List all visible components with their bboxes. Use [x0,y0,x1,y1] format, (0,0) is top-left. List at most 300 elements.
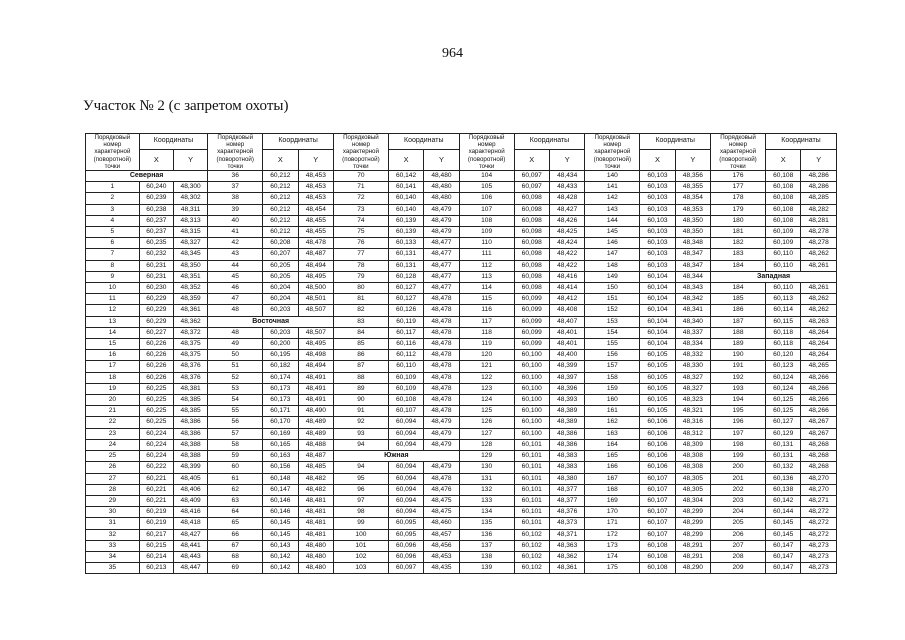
y-coordinate-cell: 48,407 [549,316,584,327]
y-coordinate-cell: 48,377 [549,484,584,495]
table-row [86,227,837,238]
point-number-cell: 144 [585,215,640,226]
point-number-cell: 13 [86,316,140,327]
x-coordinate-cell: 60,145 [263,529,298,540]
point-number-cell: 55 [208,406,263,417]
point-number-cell: 134 [459,507,514,518]
point-number-cell: 174 [585,551,640,562]
header-point-number: Порядковый номер характерной (поворотной) точки [711,134,766,171]
y-coordinate-cell: 48,480 [298,540,333,551]
y-coordinate-cell: 48,266 [801,372,837,383]
point-number-cell: 52 [208,372,263,383]
y-coordinate-cell: 48,477 [424,238,459,249]
x-coordinate-cell: 60,108 [765,215,800,226]
y-coordinate-cell: 48,498 [298,350,333,361]
y-coordinate-cell: 48,351 [174,271,208,282]
y-coordinate-cell: 48,341 [675,305,710,316]
y-coordinate-cell: 48,386 [549,428,584,439]
point-number-cell: 29 [86,495,140,506]
y-coordinate-cell: 48,479 [424,428,459,439]
y-coordinate-cell: 48,385 [174,395,208,406]
header-x: X [514,149,549,170]
y-coordinate-cell: 48,495 [298,271,333,282]
table-row [86,305,837,316]
table-row [86,428,837,439]
point-number-cell: 48 [208,327,263,338]
y-coordinate-cell: 48,393 [549,395,584,406]
point-number-cell: 50 [208,350,263,361]
y-coordinate-cell: 48,299 [675,507,710,518]
y-coordinate-cell: 48,350 [174,260,208,271]
point-number-cell: 140 [585,171,640,182]
y-coordinate-cell: 48,330 [675,361,710,372]
table-row [86,339,837,350]
table-row [86,484,837,495]
y-coordinate-cell: 48,353 [675,204,710,215]
y-coordinate-cell: 48,480 [298,563,333,574]
header-y: Y [424,149,459,170]
point-number-cell: 145 [585,227,640,238]
y-coordinate-cell: 48,261 [801,283,837,294]
point-number-cell: 96 [333,484,388,495]
x-coordinate-cell: 60,103 [640,238,675,249]
point-number-cell: 21 [86,406,140,417]
point-number-cell: 7 [86,249,140,260]
x-coordinate-cell: 60,138 [765,484,800,495]
x-coordinate-cell: 60,098 [514,283,549,294]
y-coordinate-cell: 48,441 [174,540,208,551]
x-coordinate-cell: 60,101 [514,495,549,506]
x-coordinate-cell: 60,104 [640,271,675,282]
y-coordinate-cell: 48,428 [549,193,584,204]
point-number-cell: 77 [333,249,388,260]
x-coordinate-cell: 60,105 [640,383,675,394]
point-number-cell: 92 [333,417,388,428]
point-number-cell: 57 [208,428,263,439]
x-coordinate-cell: 60,225 [139,395,173,406]
x-coordinate-cell: 60,100 [514,361,549,372]
x-coordinate-cell: 60,106 [640,428,675,439]
y-coordinate-cell: 48,383 [549,451,584,462]
x-coordinate-cell: 60,212 [263,215,298,226]
x-coordinate-cell: 60,098 [514,227,549,238]
x-coordinate-cell: 60,225 [139,417,173,428]
x-coordinate-cell: 60,098 [514,260,549,271]
y-coordinate-cell: 48,479 [424,227,459,238]
x-coordinate-cell: 60,204 [263,283,298,294]
x-coordinate-cell: 60,104 [640,305,675,316]
x-coordinate-cell: 60,219 [139,507,173,518]
table-row [86,327,837,338]
x-coordinate-cell: 60,098 [514,215,549,226]
point-number-cell: 14 [86,327,140,338]
x-coordinate-cell: 60,107 [640,495,675,506]
y-coordinate-cell: 48,386 [174,428,208,439]
point-number-cell: 161 [585,406,640,417]
header-x: X [263,149,298,170]
point-number-cell: 79 [333,271,388,282]
x-coordinate-cell: 60,102 [514,563,549,574]
point-number-cell: 138 [459,551,514,562]
x-coordinate-cell: 60,124 [765,372,800,383]
y-coordinate-cell: 48,291 [675,540,710,551]
point-number-cell: 148 [585,260,640,271]
x-coordinate-cell: 60,104 [640,327,675,338]
point-number-cell: 41 [208,227,263,238]
header-coordinates: Координаты [263,134,334,150]
point-number-cell: 113 [459,271,514,282]
x-coordinate-cell: 60,119 [388,316,423,327]
x-coordinate-cell: 60,226 [139,339,173,350]
y-coordinate-cell: 48,386 [549,439,584,450]
point-number-cell: 175 [585,563,640,574]
point-number-cell: 164 [585,439,640,450]
page-number: 964 [442,46,463,61]
x-coordinate-cell: 60,205 [263,271,298,282]
table-row [86,294,837,305]
x-coordinate-cell: 60,098 [514,193,549,204]
y-coordinate-cell: 48,405 [174,473,208,484]
y-coordinate-cell: 48,416 [174,507,208,518]
y-coordinate-cell: 48,401 [549,327,584,338]
x-coordinate-cell: 60,098 [514,204,549,215]
x-coordinate-cell: 60,094 [388,462,423,473]
x-coordinate-cell: 60,095 [388,529,423,540]
point-number-cell: 70 [333,171,388,182]
point-number-cell: 63 [208,495,263,506]
y-coordinate-cell: 48,281 [801,215,837,226]
point-number-cell: 118 [459,327,514,338]
point-number-cell: 114 [459,283,514,294]
y-coordinate-cell: 48,354 [675,193,710,204]
y-coordinate-cell: 48,443 [174,551,208,562]
x-coordinate-cell: 60,147 [263,484,298,495]
x-coordinate-cell: 60,101 [514,507,549,518]
point-number-cell: 184 [711,260,766,271]
y-coordinate-cell: 48,401 [549,339,584,350]
point-number-cell: 155 [585,339,640,350]
y-coordinate-cell: 48,409 [174,495,208,506]
point-number-cell: 20 [86,395,140,406]
point-number-cell: 110 [459,238,514,249]
x-coordinate-cell: 60,237 [139,215,173,226]
point-number-cell: 209 [711,563,766,574]
x-coordinate-cell: 60,102 [514,551,549,562]
x-coordinate-cell: 60,131 [765,451,800,462]
point-number-cell: 166 [585,462,640,473]
x-coordinate-cell: 60,124 [765,383,800,394]
x-coordinate-cell: 60,226 [139,350,173,361]
y-coordinate-cell: 48,478 [424,383,459,394]
y-coordinate-cell: 48,264 [801,350,837,361]
y-coordinate-cell: 48,385 [174,406,208,417]
y-coordinate-cell: 48,363 [549,540,584,551]
point-number-cell: 204 [711,507,766,518]
header-point-number: Порядковый номер характерной (поворотной) точки [459,134,514,171]
y-coordinate-cell: 48,347 [675,249,710,260]
point-number-cell: 111 [459,249,514,260]
point-number-cell: 4 [86,215,140,226]
y-coordinate-cell: 48,494 [298,260,333,271]
point-number-cell: 190 [711,350,766,361]
x-coordinate-cell: 60,195 [263,350,298,361]
x-coordinate-cell: 60,231 [139,260,173,271]
x-coordinate-cell: 60,224 [139,451,173,462]
x-coordinate-cell: 60,182 [263,361,298,372]
x-coordinate-cell: 60,237 [139,227,173,238]
y-coordinate-cell: 48,477 [424,249,459,260]
point-number-cell: 87 [333,361,388,372]
y-coordinate-cell: 48,453 [298,182,333,193]
y-coordinate-cell: 48,418 [174,518,208,529]
y-coordinate-cell: 48,311 [174,204,208,215]
table-row [86,271,837,282]
point-number-cell: 160 [585,395,640,406]
point-number-cell: 53 [208,383,263,394]
y-coordinate-cell: 48,383 [549,462,584,473]
y-coordinate-cell: 48,337 [675,327,710,338]
point-number-cell: 109 [459,227,514,238]
x-coordinate-cell: 60,120 [765,350,800,361]
point-number-cell: 197 [711,428,766,439]
point-number-cell: 37 [208,182,263,193]
point-number-cell: 177 [711,182,766,193]
x-coordinate-cell: 60,098 [514,238,549,249]
x-coordinate-cell: 60,226 [139,361,173,372]
point-number-cell: 191 [711,361,766,372]
table-row [86,473,837,484]
y-coordinate-cell: 48,342 [675,294,710,305]
y-coordinate-cell: 48,482 [298,484,333,495]
x-coordinate-cell: 60,117 [388,327,423,338]
point-number-cell: 125 [459,406,514,417]
point-number-cell: 51 [208,361,263,372]
x-coordinate-cell: 60,219 [139,518,173,529]
x-coordinate-cell: 60,104 [640,339,675,350]
x-coordinate-cell: 60,113 [765,294,800,305]
y-coordinate-cell: 48,377 [549,495,584,506]
x-coordinate-cell: 60,104 [640,283,675,294]
y-coordinate-cell: 48,362 [174,316,208,327]
point-number-cell: 27 [86,473,140,484]
y-coordinate-cell: 48,299 [675,529,710,540]
y-coordinate-cell: 48,380 [549,473,584,484]
y-coordinate-cell: 48,316 [675,417,710,428]
x-coordinate-cell: 60,200 [263,339,298,350]
point-number-cell: 112 [459,260,514,271]
x-coordinate-cell: 60,107 [640,473,675,484]
point-number-cell: 169 [585,495,640,506]
table-row [86,540,837,551]
coordinates-table [85,133,837,574]
y-coordinate-cell: 48,479 [424,204,459,215]
y-coordinate-cell: 48,268 [801,439,837,450]
y-coordinate-cell: 48,478 [424,350,459,361]
table-row [86,361,837,372]
x-coordinate-cell: 60,146 [263,495,298,506]
x-coordinate-cell: 60,173 [263,395,298,406]
y-coordinate-cell: 48,350 [675,227,710,238]
x-coordinate-cell: 60,107 [640,518,675,529]
x-coordinate-cell: 60,221 [139,473,173,484]
y-coordinate-cell: 48,352 [174,283,208,294]
point-number-cell: 170 [585,507,640,518]
point-number-cell: 72 [333,193,388,204]
x-coordinate-cell: 60,142 [765,495,800,506]
point-number-cell: 103 [333,563,388,574]
point-number-cell: 100 [333,529,388,540]
y-coordinate-cell: 48,426 [549,215,584,226]
x-coordinate-cell: 60,230 [139,283,173,294]
x-coordinate-cell: 60,139 [388,227,423,238]
point-number-cell: 133 [459,495,514,506]
point-number-cell: 159 [585,383,640,394]
point-number-cell: 34 [86,551,140,562]
x-coordinate-cell: 60,103 [640,215,675,226]
x-coordinate-cell: 60,147 [765,540,800,551]
point-number-cell: 203 [711,495,766,506]
x-coordinate-cell: 60,108 [640,563,675,574]
y-coordinate-cell: 48,447 [174,563,208,574]
x-coordinate-cell: 60,101 [514,451,549,462]
point-number-cell: 201 [711,473,766,484]
x-coordinate-cell: 60,100 [514,350,549,361]
y-coordinate-cell: 48,299 [675,518,710,529]
point-number-cell: 46 [208,283,263,294]
y-coordinate-cell: 48,312 [675,428,710,439]
point-number-cell: 184 [711,283,766,294]
x-coordinate-cell: 60,100 [514,372,549,383]
y-coordinate-cell: 48,455 [298,215,333,226]
point-number-cell: 185 [711,294,766,305]
y-coordinate-cell: 48,375 [174,350,208,361]
point-number-cell: 32 [86,529,140,540]
x-coordinate-cell: 60,095 [388,518,423,529]
point-number-cell: 139 [459,563,514,574]
y-coordinate-cell: 48,491 [298,372,333,383]
x-coordinate-cell: 60,139 [388,215,423,226]
x-coordinate-cell: 60,103 [640,171,675,182]
y-coordinate-cell: 48,427 [174,529,208,540]
x-coordinate-cell: 60,118 [765,327,800,338]
x-coordinate-cell: 60,103 [640,193,675,204]
y-coordinate-cell: 48,286 [801,171,837,182]
point-number-cell: 195 [711,406,766,417]
x-coordinate-cell: 60,140 [388,193,423,204]
x-coordinate-cell: 60,094 [388,484,423,495]
x-coordinate-cell: 60,108 [388,395,423,406]
x-coordinate-cell: 60,100 [514,406,549,417]
y-coordinate-cell: 48,278 [801,227,837,238]
y-coordinate-cell: 48,262 [801,249,837,260]
table-row [86,193,837,204]
point-number-cell: 38 [208,193,263,204]
table-row [86,417,837,428]
x-coordinate-cell: 60,100 [514,395,549,406]
y-coordinate-cell: 48,273 [801,551,837,562]
x-coordinate-cell: 60,100 [514,428,549,439]
y-coordinate-cell: 48,263 [801,316,837,327]
y-coordinate-cell: 48,348 [675,238,710,249]
point-number-cell: 71 [333,182,388,193]
y-coordinate-cell: 48,332 [675,350,710,361]
y-coordinate-cell: 48,491 [298,395,333,406]
x-coordinate-cell: 60,212 [263,227,298,238]
point-number-cell: 12 [86,305,140,316]
point-number-cell: 154 [585,327,640,338]
header-coordinates: Координаты [139,134,208,150]
y-coordinate-cell: 48,480 [298,551,333,562]
y-coordinate-cell: 48,343 [675,283,710,294]
header-y: Y [298,149,333,170]
x-coordinate-cell: 60,148 [263,473,298,484]
x-coordinate-cell: 60,102 [514,529,549,540]
point-number-cell: 95 [333,473,388,484]
table-row [86,182,837,193]
point-number-cell: 105 [459,182,514,193]
y-coordinate-cell: 48,480 [424,182,459,193]
y-coordinate-cell: 48,481 [298,529,333,540]
x-coordinate-cell: 60,106 [640,439,675,450]
table-row [86,350,837,361]
point-number-cell: 90 [333,395,388,406]
table-row [86,283,837,294]
x-coordinate-cell: 60,106 [640,417,675,428]
x-coordinate-cell: 60,107 [640,484,675,495]
point-number-cell: 94 [333,439,388,450]
y-coordinate-cell: 48,400 [549,350,584,361]
point-number-cell: 69 [208,563,263,574]
table-row [86,372,837,383]
point-number-cell: 45 [208,271,263,282]
point-number-cell: 127 [459,428,514,439]
x-coordinate-cell: 60,105 [640,406,675,417]
point-number-cell: 26 [86,462,140,473]
y-coordinate-cell: 48,422 [549,249,584,260]
x-coordinate-cell: 60,103 [640,182,675,193]
x-coordinate-cell: 60,136 [765,473,800,484]
x-coordinate-cell: 60,140 [388,204,423,215]
point-number-cell: 66 [208,529,263,540]
point-number-cell: 183 [711,249,766,260]
x-coordinate-cell: 60,131 [765,439,800,450]
point-number-cell: 98 [333,507,388,518]
x-coordinate-cell: 60,102 [514,540,549,551]
x-coordinate-cell: 60,110 [765,249,800,260]
x-coordinate-cell: 60,212 [263,171,298,182]
y-coordinate-cell: 48,501 [298,294,333,305]
point-number-cell: 194 [711,395,766,406]
point-number-cell: 117 [459,316,514,327]
y-coordinate-cell: 48,290 [675,563,710,574]
x-coordinate-cell: 60,104 [640,294,675,305]
point-number-cell: 156 [585,350,640,361]
table-header [86,134,837,171]
y-coordinate-cell: 48,347 [675,260,710,271]
point-number-cell: 19 [86,383,140,394]
table-row [86,383,837,394]
x-coordinate-cell: 60,232 [139,249,173,260]
x-coordinate-cell: 60,116 [388,339,423,350]
x-coordinate-cell: 60,099 [514,327,549,338]
y-coordinate-cell: 48,261 [801,260,837,271]
x-coordinate-cell: 60,103 [640,204,675,215]
y-coordinate-cell: 48,478 [424,473,459,484]
point-number-cell: 9 [86,271,140,282]
x-coordinate-cell: 60,101 [514,473,549,484]
point-number-cell: 48 [208,305,263,316]
y-coordinate-cell: 48,334 [675,339,710,350]
